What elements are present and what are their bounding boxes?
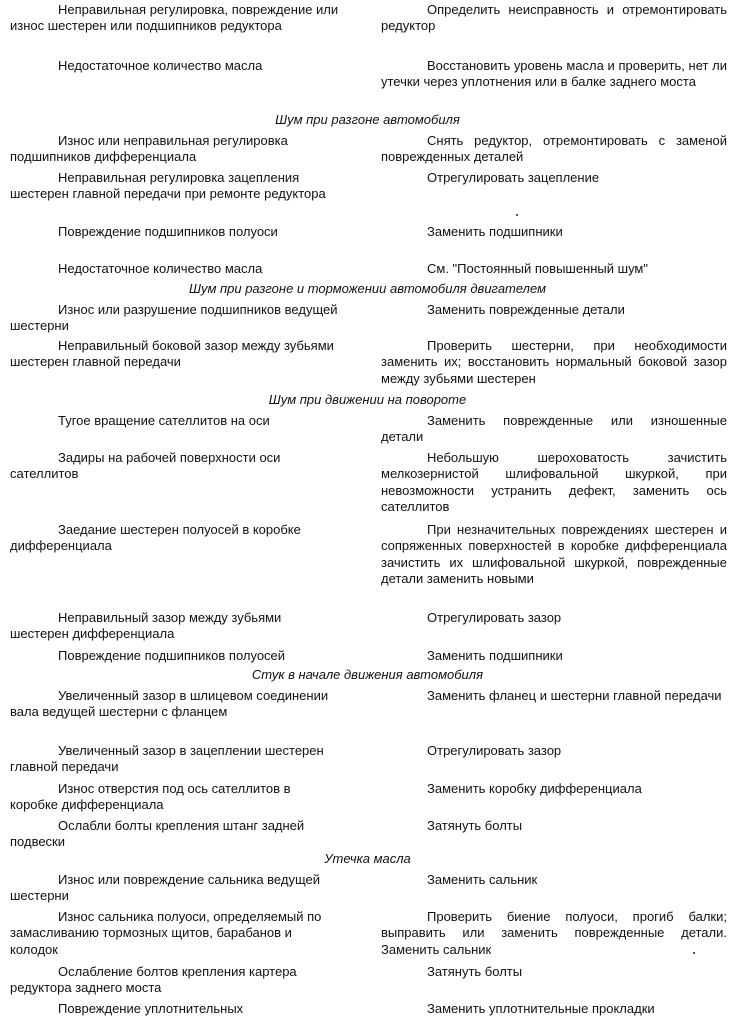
fault-cause: Неправильная регулировка зацепления шестерен главной передачи при ремонте редуктора [10, 170, 326, 202]
fault-remedy: Проверить шестерни, при необходимости заменить их; восстановить нормальный боковой зазор между зубьями шестерен [381, 338, 727, 386]
fault-cause: Недостаточное количество масла [58, 261, 263, 276]
fault-cause: Износ сальника полуоси, определяемый по замасливанию тормозных щитов, барабанов и колодок [10, 909, 322, 957]
print-speck [516, 214, 518, 216]
section-heading: Утечка масла [324, 851, 411, 866]
fault-remedy: Проверить биение полуоси, прогиб балки; выправить или заменить поврежденные детали. Заменить сальник [381, 909, 727, 957]
fault-remedy: Отрегулировать зазор [427, 610, 562, 625]
section-heading: Шум при движении на повороте [268, 392, 467, 407]
fault-remedy: Заменить поврежденные детали [427, 302, 625, 317]
fault-cause: Заедание шестерен полуосей в коробке дифференциала [10, 522, 301, 554]
fault-remedy: Заменить подшипники [427, 648, 563, 663]
fault-remedy: Затянуть болты [427, 818, 523, 833]
fault-remedy: Восстановить уровень масла и проверить, нет ли утечки через уплотнения или в балке заднего моста [381, 58, 727, 90]
fault-cause: Увеличенный зазор в шлицевом соединении вала ведущей шестерни с фланцем [10, 688, 329, 720]
fault-remedy: Отрегулировать зацепление [427, 170, 600, 185]
fault-cause: Износ или повреждение сальника ведущей шестерни [10, 872, 321, 904]
section-heading: Стук в начале движения автомобиля [251, 667, 484, 682]
fault-remedy: Заменить сальник [427, 872, 538, 887]
fault-cause: Ослабление болтов крепления картера редуктора заднего моста [10, 964, 297, 996]
fault-cause: Тугое вращение сателлитов на оси [58, 413, 270, 428]
fault-cause: Неправильная регулировка, повреждение или износ шестерен или подшипников редуктора [10, 2, 339, 34]
print-speck [693, 952, 695, 954]
fault-cause: Износ или неправильная регулировка подшипников дифференциала [10, 133, 288, 165]
fault-remedy: Заменить коробку дифференциала [427, 781, 642, 796]
section-heading: Шум при разгоне и торможении автомобиля двигателем [188, 281, 547, 296]
fault-cause: Износ или разрушение подшипников ведущей шестерни [10, 302, 338, 334]
fault-remedy: См. "Постоянный повышенный шум" [427, 261, 648, 276]
fault-cause: Задиры на рабочей поверхности оси сателлитов [10, 450, 281, 482]
fault-cause: Увеличенный зазор в зацеплении шестерен главной передачи [10, 743, 324, 775]
fault-remedy: Заменить поврежденные или изношенные детали [381, 413, 727, 445]
fault-remedy: Отрегулировать зазор [427, 743, 562, 758]
fault-remedy: Снять редуктор, отремонтировать с заменой поврежденных деталей [381, 133, 727, 165]
fault-remedy: Заменить подшипники [427, 224, 563, 239]
fault-cause: Повреждение подшипников полуосей [58, 648, 286, 663]
fault-cause: Повреждение подшипников полуоси [58, 224, 278, 239]
fault-cause: Повреждение уплотнительных [58, 1001, 244, 1016]
section-heading: Шум при разгоне автомобиля [275, 112, 460, 127]
fault-remedy: Небольшую шероховатость зачистить мелкозернистой шлифовальной шкуркой, при невозможности устранить дефект, заменить ось сателлитов [381, 450, 727, 515]
fault-cause: Недостаточное количество масла [58, 58, 263, 73]
fault-cause: Неправильный боковой зазор между зубьями шестерен главной передачи [10, 338, 334, 370]
fault-remedy: Затянуть болты [427, 964, 523, 979]
fault-remedy: Определить неисправность и отремонтировать редуктор [381, 2, 727, 34]
fault-cause: Ослабли болты крепления штанг задней подвески [10, 818, 305, 850]
fault-remedy: Заменить фланец и шестерни главной передачи [427, 688, 722, 703]
fault-remedy: Заменить уплотнительные прокладки [427, 1001, 655, 1016]
fault-cause: Неправильный зазор между зубьями шестерен дифференциала [10, 610, 282, 642]
fault-remedy: При незначительных повреждениях шестерен и сопряженных поверхностей в коробке дифференциала зачистить их шлифовальной шкуркой, поврежденные детали заменить новыми [381, 522, 727, 587]
fault-cause: Износ отверстия под ось сателлитов в коробке дифференциала [10, 781, 291, 813]
